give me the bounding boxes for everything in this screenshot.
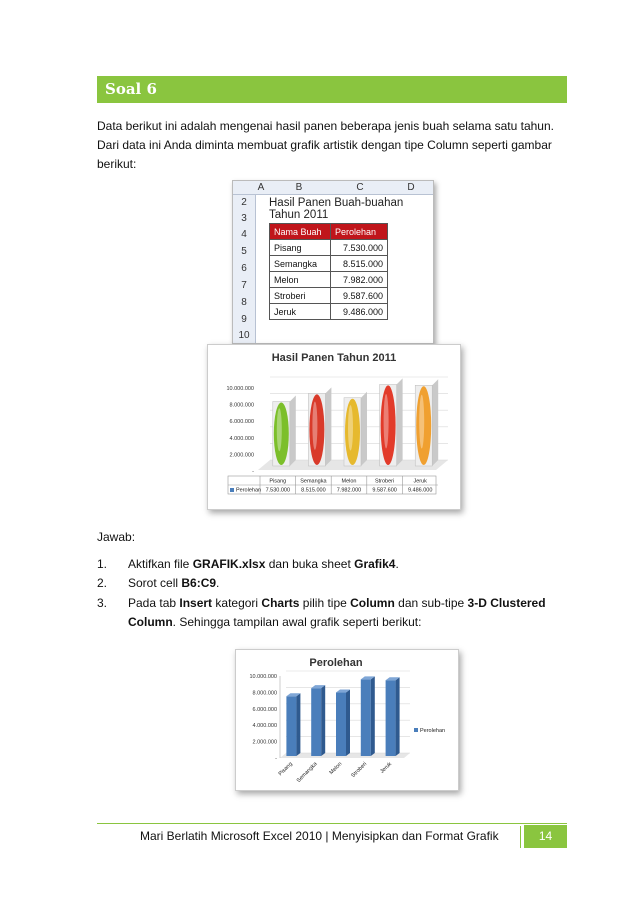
step-run: Pada tab — [128, 596, 180, 610]
y-tick-label: - — [275, 756, 277, 762]
table-header: Perolehan — [331, 224, 388, 240]
step-run: Sorot cell — [128, 576, 182, 590]
bar — [286, 696, 296, 756]
bar-side — [397, 378, 403, 466]
step-emphasis: Charts — [261, 596, 300, 610]
category-label: Stroberi — [374, 478, 395, 485]
category-label: Stroberi — [350, 761, 369, 780]
step-run: . — [395, 557, 399, 571]
answer-label: Jawab: — [97, 530, 136, 544]
bar-side — [371, 676, 375, 756]
y-tick-label: 6.000.000 — [229, 419, 254, 426]
step-run: . — [216, 576, 220, 590]
step-emphasis: Insert — [179, 596, 213, 610]
row-header: 7 — [233, 277, 256, 294]
intro-line-3: berikut: — [97, 157, 137, 171]
step-run: pilih tipe — [299, 596, 351, 610]
step-2 — [97, 574, 567, 593]
step-emphasis: B6:C9 — [181, 576, 217, 590]
bar-side — [432, 379, 438, 466]
corner-cell — [233, 181, 255, 195]
column-header: D — [389, 181, 433, 195]
intro-line-1: Data berikut ini adalah mengenai hasil panen beberapa jenis buah selama satu tahun. — [97, 119, 554, 133]
data-label: 7.982.000 — [336, 487, 362, 494]
y-tick-label: - — [252, 469, 254, 475]
footer-separator — [520, 826, 521, 848]
category-label: Melon — [341, 478, 357, 485]
bar-side — [346, 690, 350, 756]
table-cell: 9.486.000 — [331, 304, 388, 320]
legend-label: Perolehan — [420, 728, 446, 734]
category-label: Melon — [328, 761, 344, 777]
artistic-chart — [208, 345, 460, 509]
y-tick-label: 4.000.000 — [229, 435, 254, 442]
y-tick-label: 4.000.000 — [252, 723, 277, 730]
table-header: Nama Buah — [270, 224, 331, 240]
step-text — [128, 594, 563, 632]
y-tick-label: 2.000.000 — [252, 739, 277, 746]
table-cell: Jeruk — [270, 304, 331, 320]
column-header: C — [331, 181, 389, 195]
category-label: Jeruk — [379, 761, 394, 775]
fruit-highlight — [277, 408, 282, 451]
y-tick-label: 10.000.000 — [249, 674, 277, 680]
step-text — [128, 574, 563, 593]
fruit-highlight — [384, 394, 389, 448]
bar-side — [396, 677, 400, 756]
step-emphasis: Grafik4 — [354, 557, 396, 571]
table-cell: 7.982.000 — [331, 272, 388, 288]
column-header: B — [267, 181, 331, 195]
legend-swatch — [414, 728, 418, 732]
step-1 — [97, 555, 567, 574]
y-tick-label: 2.000.000 — [229, 452, 254, 459]
step-run: dan buka sheet — [265, 557, 355, 571]
row-header: 4 — [233, 227, 256, 243]
step-3 — [97, 594, 567, 634]
row-header: 6 — [233, 260, 256, 277]
legend-swatch — [230, 488, 234, 492]
y-tick-label: 10.000.000 — [226, 386, 254, 392]
row-header: 8 — [233, 294, 256, 311]
step-number: 1. — [97, 557, 108, 571]
data-label: 7.530.000 — [265, 487, 291, 494]
step-run: dan sub-tipe — [394, 596, 468, 610]
bar-side — [296, 693, 300, 756]
step-emphasis: 3-D Clustered Column — [128, 596, 546, 629]
footer-rule — [97, 823, 567, 824]
category-label: Pisang — [269, 478, 287, 485]
sheet-title: Hasil Panen Buah-buahan Tahun 2011 — [269, 197, 404, 221]
table-cell: Pisang — [270, 240, 331, 256]
section-heading-bar — [97, 76, 567, 103]
data-label: 9.486.000 — [407, 487, 433, 494]
chart-title: Perolehan — [309, 657, 363, 669]
spreadsheet-image — [232, 180, 434, 344]
y-tick-label: 8.000.000 — [229, 402, 254, 409]
bar — [336, 693, 346, 756]
row-header: 9 — [233, 311, 256, 328]
category-label: Pisang — [277, 761, 294, 778]
row-header: 3 — [233, 211, 256, 227]
category-label: Jeruk — [413, 478, 427, 485]
fruit-highlight — [419, 395, 424, 449]
table-cell: Stroberi — [270, 288, 331, 304]
bar — [311, 688, 321, 756]
row-header: 5 — [233, 243, 256, 260]
y-tick-label: 8.000.000 — [252, 690, 277, 697]
bar — [361, 679, 371, 756]
table-cell: Melon — [270, 272, 331, 288]
column-chart-image — [235, 649, 459, 791]
intro-line-2: Dari data ini Anda diminta membuat grafik artistik dengan tipe Column seperti gambar — [97, 138, 552, 152]
harvest-table — [269, 223, 388, 320]
step-number: 2. — [97, 576, 108, 590]
step-emphasis: GRAFIK.xlsx — [192, 557, 266, 571]
table-cell: 8.515.000 — [331, 256, 388, 272]
series-label: Perolehan — [236, 487, 262, 494]
category-label: Semangka — [300, 478, 327, 485]
data-label: 8.515.000 — [301, 487, 326, 494]
fruit-highlight — [312, 401, 317, 449]
y-tick-label: 6.000.000 — [252, 706, 277, 713]
bar — [386, 680, 396, 756]
row-header: 2 — [233, 195, 256, 211]
bar-side — [321, 685, 325, 756]
step-run: . Sehingga tampilan awal grafik seperti berikut: — [172, 615, 422, 629]
category-label: Semangka — [295, 761, 319, 785]
fruit-highlight — [348, 405, 353, 451]
page-number: 14 — [524, 825, 567, 848]
column-header: A — [255, 181, 267, 195]
row-header: 10 — [233, 328, 256, 343]
table-cell: Semangka — [270, 256, 331, 272]
chart-title: Hasil Panen Tahun 2011 — [271, 352, 397, 364]
bar-side — [361, 392, 367, 466]
footer-text: Mari Berlatih Microsoft Excel 2010 | Menyisipkan dan Format Grafik — [140, 829, 499, 843]
step-number: 3. — [97, 596, 108, 610]
bar-side — [290, 396, 296, 466]
step-emphasis: Column — [350, 596, 395, 610]
artistic-chart-image — [207, 344, 461, 510]
column-chart — [236, 650, 458, 790]
step-run: kategori — [212, 596, 262, 610]
step-run: Aktifkan file — [128, 557, 193, 571]
table-cell: 7.530.000 — [331, 240, 388, 256]
section-heading: Soal 6 — [105, 80, 157, 98]
step-text — [128, 555, 563, 574]
bar-side — [325, 387, 331, 466]
data-label: 9.587.600 — [372, 487, 397, 494]
table-cell: 9.587.600 — [331, 288, 388, 304]
